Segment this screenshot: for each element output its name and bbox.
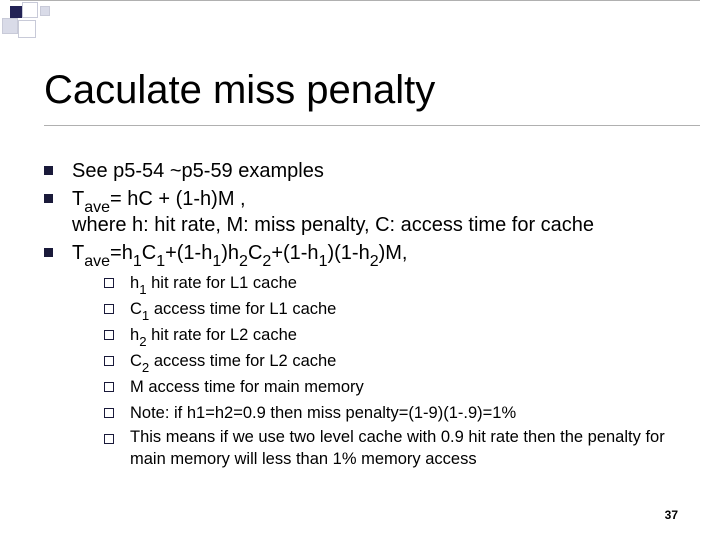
sub-bullet-text: $C_1$ access time for L1 cache <box>130 300 337 323</box>
bullet-item <box>44 158 684 184</box>
bullet-item <box>44 186 684 238</box>
sub-bullet-text: This means if we use two level cache with 0.9 hit rate then the penalty for main memory will less than 1% memory access <box>130 428 665 468</box>
sub-bullet-text: $h_2$ hit rate for L2 cache <box>130 326 297 349</box>
corner-square-navy <box>10 6 22 18</box>
hollow-square-icon <box>104 408 114 418</box>
filled-square-icon <box>44 248 53 257</box>
sub-bullet-text: M access time for main memory <box>130 378 364 396</box>
hollow-square-icon <box>104 356 114 366</box>
corner-square-outline <box>22 2 38 18</box>
hollow-square-icon <box>104 434 114 444</box>
sub-bullet-item <box>100 400 684 426</box>
corner-square-light <box>2 18 18 34</box>
title-underline <box>44 125 700 126</box>
bullet-formula: $T_{ave}=h_1C_1+(1-h_1)h_2C_2+(1-h_1)(1-h_2)M$, <box>72 242 408 271</box>
hollow-square-icon <box>104 304 114 314</box>
filled-square-icon <box>44 166 53 175</box>
top-rule <box>10 0 700 1</box>
sub-bullet-item <box>100 296 684 322</box>
corner-square-outline-2 <box>18 20 36 38</box>
sub-bullet-item <box>100 374 684 400</box>
page-number: 37 <box>664 508 678 522</box>
sub-bullet-item <box>100 348 684 374</box>
corner-square-small <box>40 6 50 16</box>
sub-bullet-list <box>100 270 684 472</box>
slide-title: Caculate miss penalty <box>44 68 436 112</box>
sub-bullet-text: $C_2$ access time for L2 cache <box>130 352 337 375</box>
hollow-square-icon <box>104 382 114 392</box>
sub-bullet-item <box>100 270 684 296</box>
sub-bullet-item <box>100 322 684 348</box>
hollow-square-icon <box>104 330 114 340</box>
sub-bullet-text: Note: if h1=h2=0.9 then miss penalty=(1-9)(1-.9)=1% <box>130 404 517 422</box>
hollow-square-icon <box>104 278 114 288</box>
corner-decoration <box>0 0 60 44</box>
sub-bullet-text: $h_1$ hit rate for L1 cache <box>130 274 297 297</box>
bullet-list <box>44 158 684 472</box>
filled-square-icon <box>44 194 53 203</box>
sub-bullet-item <box>100 426 684 472</box>
bullet-item <box>44 240 684 472</box>
bullet-text: See p5-54 ~p5-59 examples <box>72 160 324 182</box>
bullet-text: $T_{ave}=$ hC + (1-h)M , where h: hit rate, M: miss penalty, C: access time for cache <box>72 188 595 236</box>
